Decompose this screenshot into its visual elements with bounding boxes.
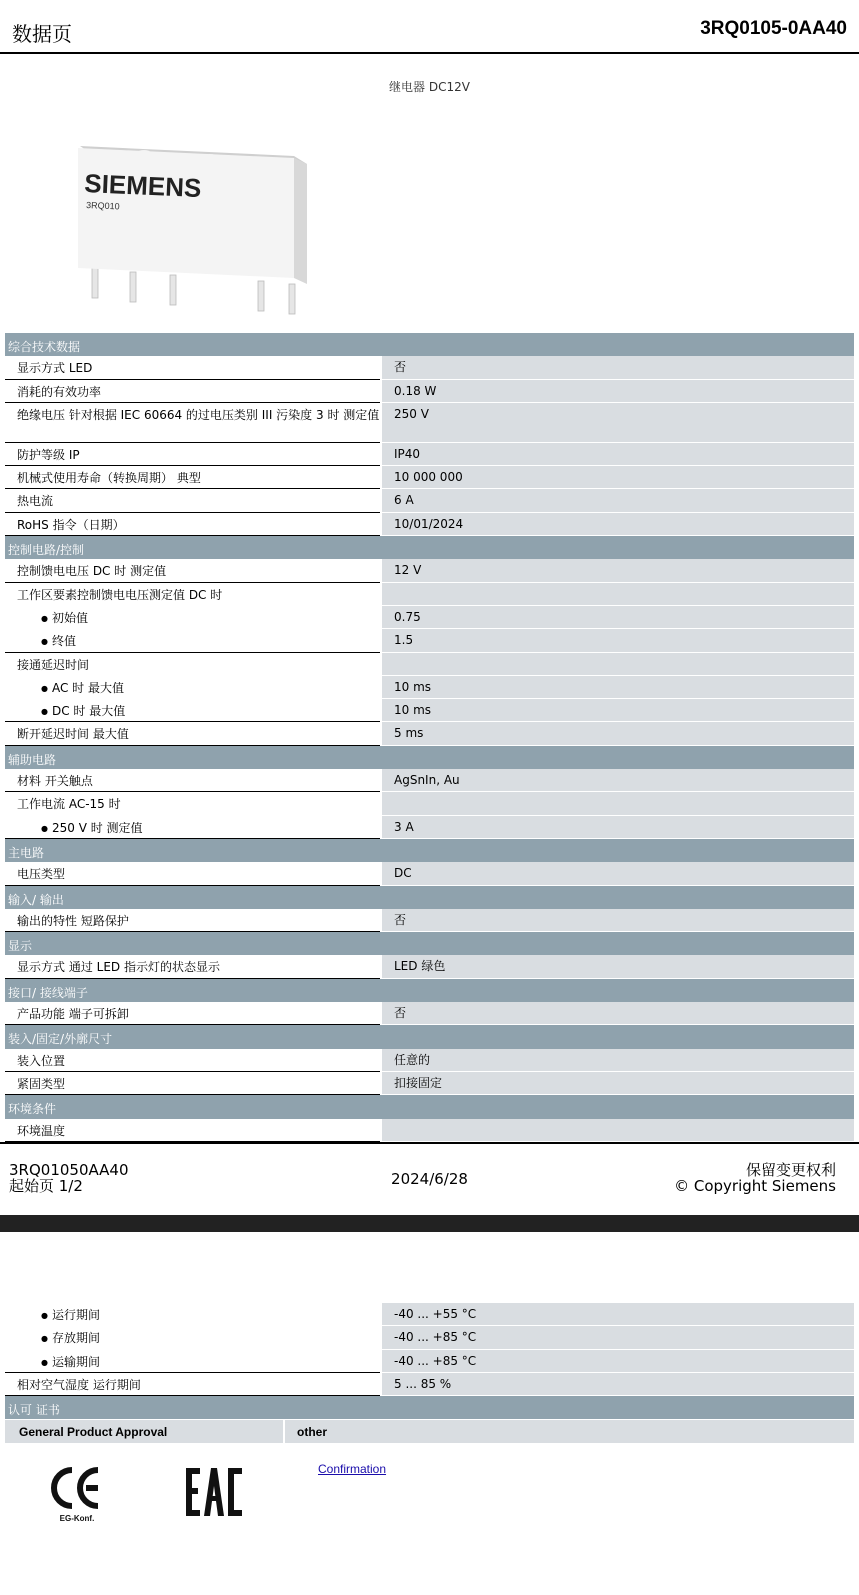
spec-row — [5, 1119, 854, 1142]
spec-row — [5, 769, 854, 792]
spec-value: 5 ms — [382, 722, 854, 745]
spec-label: 输出的特性 短路保护 — [5, 909, 380, 932]
spec-label: 消耗的有效功率 — [5, 380, 380, 403]
spec-value — [382, 1119, 854, 1142]
spec-row — [5, 466, 854, 489]
spec-row — [5, 356, 854, 379]
spec-label: 断开延迟时间 最大值 — [5, 722, 380, 745]
section-header: 主电路 — [5, 839, 854, 862]
page-break-bar — [0, 1215, 859, 1232]
section-header: 装入/固定/外廓尺寸 — [5, 1025, 854, 1048]
spec-label: 电压类型 — [5, 862, 380, 885]
spec-label: 热电流 — [5, 489, 380, 512]
spec-row — [5, 1350, 854, 1373]
spec-label: 机械式使用寿命（转换周期） 典型 — [5, 466, 380, 489]
spec-label: 材料 开关触点 — [5, 769, 380, 792]
ce-caption: EG-Konf. — [59, 1514, 95, 1523]
spec-row — [5, 1049, 854, 1072]
page-title: 数据页 — [12, 22, 72, 46]
spec-label: 环境温度 — [5, 1119, 380, 1142]
spec-table-page2 — [5, 1303, 854, 1419]
spec-label: ● AC 时 最大值 — [5, 676, 380, 699]
spec-label: ● 运输期间 — [5, 1350, 380, 1373]
spec-label: 工作电流 AC-15 时 — [5, 792, 380, 815]
spec-row — [5, 676, 854, 699]
spec-row — [5, 955, 854, 978]
spec-label: ● 存放期间 — [5, 1326, 380, 1349]
spec-value — [382, 792, 854, 815]
spec-value: 否 — [382, 356, 854, 379]
section-header: 辅助电路 — [5, 746, 854, 769]
spec-value: 任意的 — [382, 1049, 854, 1072]
spec-value: 6 A — [382, 489, 854, 512]
spec-row — [5, 380, 854, 403]
spec-row — [5, 1303, 854, 1326]
spec-label: RoHS 指令（日期） — [5, 513, 380, 536]
spec-label: 工作区要素控制馈电电压测定值 DC 时 — [5, 583, 380, 606]
section-header: 认可 证书 — [5, 1396, 854, 1419]
spec-label: ● 运行期间 — [5, 1303, 380, 1326]
spec-value: -40 ... +55 °C — [382, 1303, 854, 1326]
footer-rights: 保留变更权利 — [745, 1161, 836, 1179]
spec-label: 产品功能 端子可拆卸 — [5, 1002, 380, 1025]
spec-row — [5, 653, 854, 676]
spec-label: 绝缘电压 针对根据 IEC 60664 的过电压类别 III 污染度 3 时 测定值 — [5, 403, 380, 443]
spec-value: 3 A — [382, 816, 854, 839]
spec-value: 否 — [382, 1002, 854, 1025]
spec-row — [5, 1072, 854, 1095]
spec-row — [5, 513, 854, 536]
section-header: 输入/ 输出 — [5, 886, 854, 909]
spec-label: 防护等级 IP — [5, 443, 380, 466]
spec-value: 0.75 — [382, 606, 854, 629]
spec-row — [5, 606, 854, 629]
spec-row — [5, 489, 854, 512]
spec-row — [5, 909, 854, 932]
relay-model-text: 3RQ010 — [85, 200, 120, 212]
spec-value: 12 V — [382, 559, 854, 582]
spec-value — [382, 583, 854, 606]
spec-row — [5, 1373, 854, 1396]
spec-label: 控制馈电电压 DC 时 测定值 — [5, 559, 380, 582]
spec-row — [5, 862, 854, 885]
spec-value — [382, 653, 854, 676]
section-header: 控制电路/控制 — [5, 536, 854, 559]
spec-value: 0.18 W — [382, 380, 854, 403]
spec-row — [5, 403, 854, 443]
spec-label: 显示方式 通过 LED 指示灯的状态显示 — [5, 955, 380, 978]
eac-mark-icon — [184, 1466, 244, 1518]
relay-brand-text: SIEMENS — [83, 168, 202, 204]
approval-col-other: other — [285, 1420, 854, 1443]
spec-row — [5, 792, 854, 815]
spec-value: IP40 — [382, 443, 854, 466]
spec-value: -40 ... +85 °C — [382, 1326, 854, 1349]
spec-value: 10/01/2024 — [382, 513, 854, 536]
footer-right — [674, 1162, 836, 1194]
spec-value: 扣接固定 — [382, 1072, 854, 1095]
footer-divider — [0, 1142, 859, 1144]
spec-table-page1 — [5, 333, 854, 1142]
spec-label: ● 250 V 时 测定值 — [5, 816, 380, 839]
spec-value: -40 ... +85 °C — [382, 1350, 854, 1373]
spec-value: 5 ... 85 % — [382, 1373, 854, 1396]
spec-row — [5, 816, 854, 839]
spec-row — [5, 629, 854, 652]
spec-row — [5, 1326, 854, 1349]
spec-value: AgSnIn, Au — [382, 769, 854, 792]
spec-value: 10 ms — [382, 699, 854, 722]
spec-value: 否 — [382, 909, 854, 932]
spec-label: 显示方式 LED — [5, 356, 380, 379]
spec-value: 1.5 — [382, 629, 854, 652]
spec-row — [5, 1002, 854, 1025]
spec-value: 10 ms — [382, 676, 854, 699]
relay-product-image — [72, 140, 322, 325]
spec-value: DC — [382, 862, 854, 885]
spec-row — [5, 699, 854, 722]
spec-row — [5, 583, 854, 606]
approval-col-general: General Product Approval — [5, 1420, 283, 1443]
spec-label: 接通延迟时间 — [5, 653, 380, 676]
spec-value: LED 绿色 — [382, 955, 854, 978]
footer-copyright: © Copyright Siemens — [674, 1177, 836, 1195]
spec-value: 10 000 000 — [382, 466, 854, 489]
spec-label: ● 初始值 — [5, 606, 380, 629]
spec-row — [5, 722, 854, 745]
spec-value: 250 V — [382, 403, 854, 443]
spec-label: 相对空气湿度 运行期间 — [5, 1373, 380, 1396]
spec-row — [5, 559, 854, 582]
section-header: 综合技术数据 — [5, 333, 854, 356]
product-description: 继电器 DC12V — [389, 80, 470, 94]
approval-table-header — [5, 1420, 854, 1443]
confirmation-link[interactable]: Confirmation — [318, 1462, 387, 1476]
spec-label: ● 终值 — [5, 629, 380, 652]
footer-part-number: 3RQ01050AA40 — [9, 1161, 129, 1179]
ce-mark-icon — [50, 1465, 104, 1525]
section-header: 显示 — [5, 932, 854, 955]
spec-row — [5, 443, 854, 466]
section-header: 接口/ 接线端子 — [5, 979, 854, 1002]
page-header — [0, 0, 859, 54]
spec-label: ● DC 时 最大值 — [5, 699, 380, 722]
spec-label: 紧固类型 — [5, 1072, 380, 1095]
footer-date: 2024/6/28 — [391, 1170, 468, 1188]
part-number: 3RQ0105-0AA40 — [700, 18, 847, 39]
spec-label: 装入位置 — [5, 1049, 380, 1072]
section-header: 环境条件 — [5, 1095, 854, 1118]
footer-page-number: 起始页 1/2 — [9, 1177, 83, 1195]
